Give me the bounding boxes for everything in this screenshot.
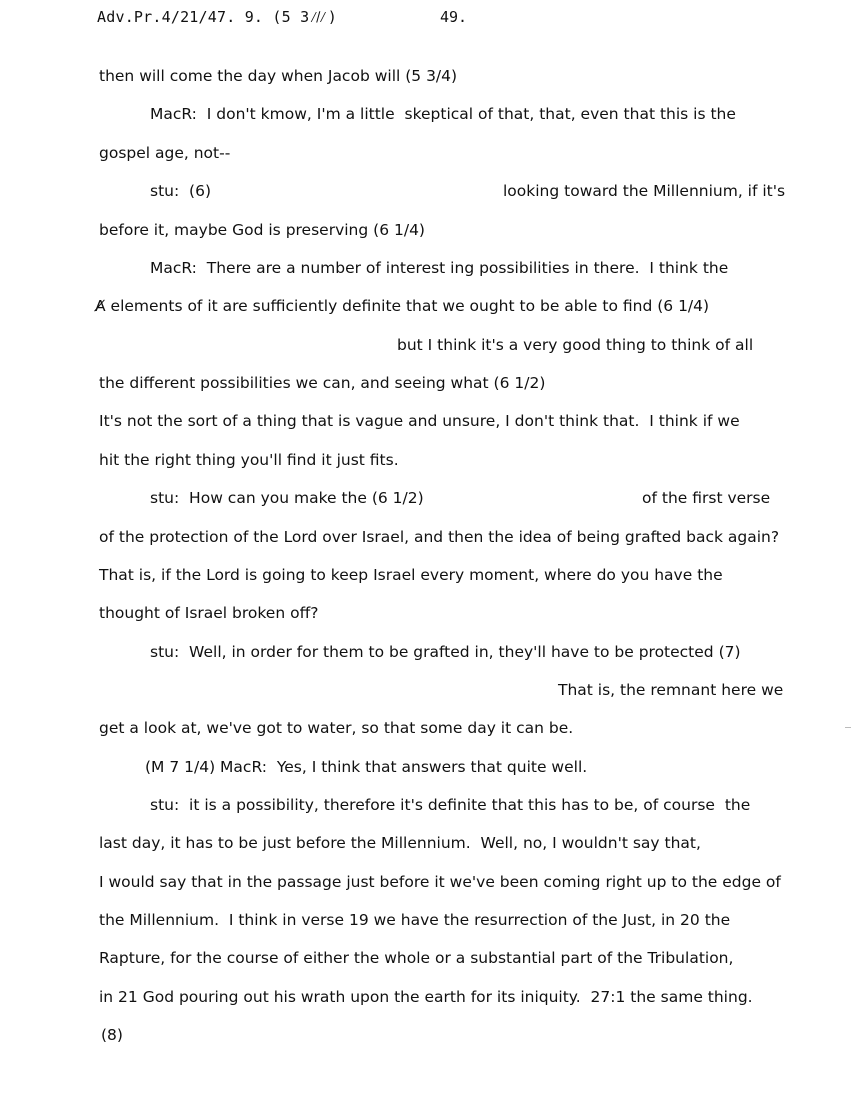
transcript-line: (M 7 1/4) MacR: Yes, I think that answers that quite well. [145,758,588,776]
transcript-line: hit the right thing you'll find it just fits. [99,451,399,469]
transcript-line: the Millennium. I think in verse 19 we have the resurrection of the Just, in 20 the [99,911,731,929]
transcript-line: That is, the remnant here we [558,681,784,699]
transcript-line: before it, maybe God is preserving (6 1/4) [99,221,425,239]
margin-mark [845,727,851,728]
transcript-line: then will come the day when Jacob will (5 3/4) [99,67,458,85]
transcript-line: MacR: There are a number of interest ing possibilities in there. I think the [150,259,729,277]
transcript-line: of the protection of the Lord over Israel, and then the idea of being grafted back again? [99,528,780,546]
transcript-line: That is, if the Lord is going to keep Israel every moment, where do you have the [99,566,723,584]
transcript-line: in 21 God pouring out his wrath upon the earth for its iniquity. 27:1 the same thing. [99,988,753,1006]
transcript-line: the different possibilities we can, and seeing what (6 1/2) [99,374,546,392]
transcript-line: but I think it's a very good thing to think of all [397,336,754,354]
transcript-line: looking toward the Millennium, if it's [503,182,786,200]
transcript-line: It's not the sort of a thing that is vague and unsure, I don't think that. I think if we [99,412,740,430]
transcript-line: thought of Israel broken off? [99,604,319,622]
document-reference: Adv.Pr.4/21/47. 9. (5 3⁄̸⁄) [97,8,337,26]
transcript-line: MacR: I don't kmow, I'm a little skeptical of that, that, even that this is the [150,105,736,123]
transcript-line: A̸ elements of it are sufficiently definite that we ought to be able to find (6 1/4) [95,297,710,315]
transcript-line: stu: Well, in order for them to be grafted in, they'll have to be protected (7) [150,643,741,661]
transcript-line: Rapture, for the course of either the whole or a substantial part of the Tribulation, [99,949,734,967]
page-footer-marker: (8) [101,1026,123,1044]
transcript-line: stu: (6) [150,182,212,200]
transcript-line: stu: it is a possibility, therefore it's definite that this has to be, of course the [150,796,751,814]
transcript-line: I would say that in the passage just before it we've been coming right up to the edge of [99,873,781,891]
transcript-line: get a look at, we've got to water, so that some day it can be. [99,719,574,737]
transcript-line: of the first verse [642,489,771,507]
page-number: 49. [440,8,468,26]
transcript-line: stu: How can you make the (6 1/2) [150,489,424,507]
transcript-line: gospel age, not-- [99,144,231,162]
transcript-line: last day, it has to be just before the Millennium. Well, no, I wouldn't say that, [99,834,701,852]
